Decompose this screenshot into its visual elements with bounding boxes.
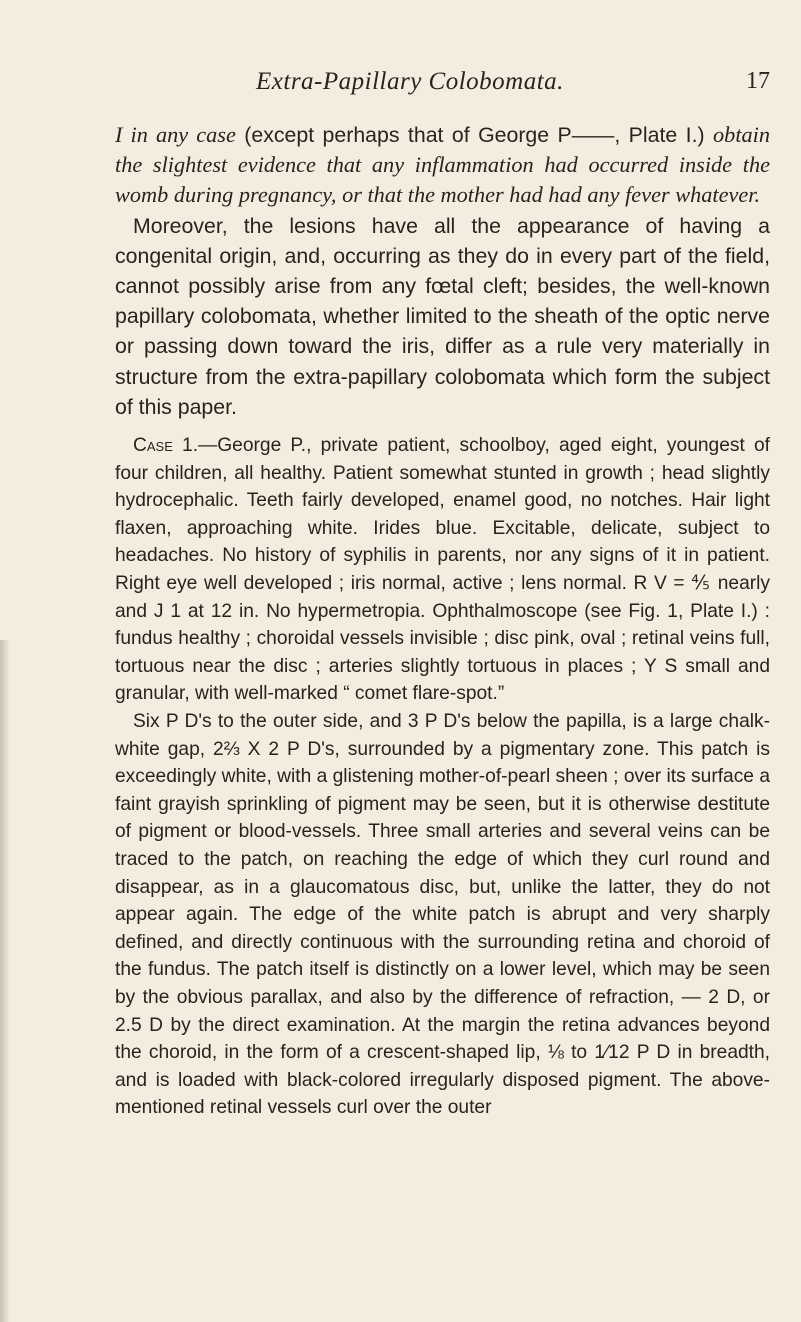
page-number: 17 [746, 68, 770, 94]
case-label: Case [133, 435, 173, 457]
running-header [110, 68, 770, 102]
plain-run: (except perhaps that of George P——, Plate I.) [235, 123, 714, 147]
italic-run: obtain the slightest evidence that any inflammation had occurred inside the womb during pregnancy, or that the mother had had any fever whatever. [115, 122, 770, 208]
case-text: 1.—George P., private patient, schoolboy, aged eight, youngest of four children, all healthy. Patient somewhat stunted in growth ; head slightly hydrocephalic. Teeth fairly developed, enamel good, no notches. Hair light flaxen, approaching white. Irides blue. Excitable, delicate, subject to headaches. No history of syphilis in parents, nor any signs of it in patient. Right eye well developed ; iris normal, active ; lens normal. R V = ⅘ nearly and J 1 at 12 in. No hypermetropia. Ophthalmoscope (see Fig. 1, Plate I.) : fundus healthy ; choroidal vessels invisible ; disc pink, oval ; retinal veins full, tortuous near the disc ; arteries slightly tortuous in places ; Y S small and granular, with well-marked “ comet flare-spot.” [115, 435, 770, 705]
page-gutter-shadow [0, 640, 10, 1322]
case-paragraph [115, 432, 770, 708]
running-title: Extra-Papillary Colobomata. [256, 68, 564, 95]
paragraph-findings: Six P D's to the outer side, and 3 P D's below the papilla, is a large chalk-white gap, 2⅔ X 2 P D's, surrounded by a pigmentary zone. This patch is exceedingly white, with a glistening mother-of-pearl sheen ; over its surface a faint grayish sprinkling of pigment may be seen, but it is otherwise destitute of pigment or blood-vessels. Three small arteries and several veins can be traced to the patch, on reaching the edge of which they curl round and disappear, as in a glaucomatous disc, but, unlike the latter, they do not appear again. The edge of the white patch is abrupt and very sharply defined, and directly continuous with the surrounding retina and choroid of the fundus. The patch itself is distinctly on a lower level, which may be seen by the obvious parallax, and also by the difference of refraction, — 2 D, or 2.5 D by the direct examination. At the margin the retina advances beyond the choroid, in the form of a crescent-shaped lip, ⅛ to 1⁄12 P D in breadth, and is loaded with black-colored irregularly disposed pigment. The above-mentioned retinal vessels curl over the outer [115, 710, 770, 1119]
italic-run: I in any case [115, 122, 236, 147]
paragraph-continuation [115, 120, 770, 211]
paragraph-moreover: Moreover, the lesions have all the appearance of having a congenital origin, and, occurring as they do in every part of the field, cannot possibly arise from any fœtal cleft; besides, the well-known papillary colobomata, whether limited to the sheath of the optic nerve or passing down toward the iris, differ as a rule very materially in structure from the extra-papillary colobomata which form the subject of this paper. [115, 213, 770, 419]
body-text [115, 120, 770, 1122]
